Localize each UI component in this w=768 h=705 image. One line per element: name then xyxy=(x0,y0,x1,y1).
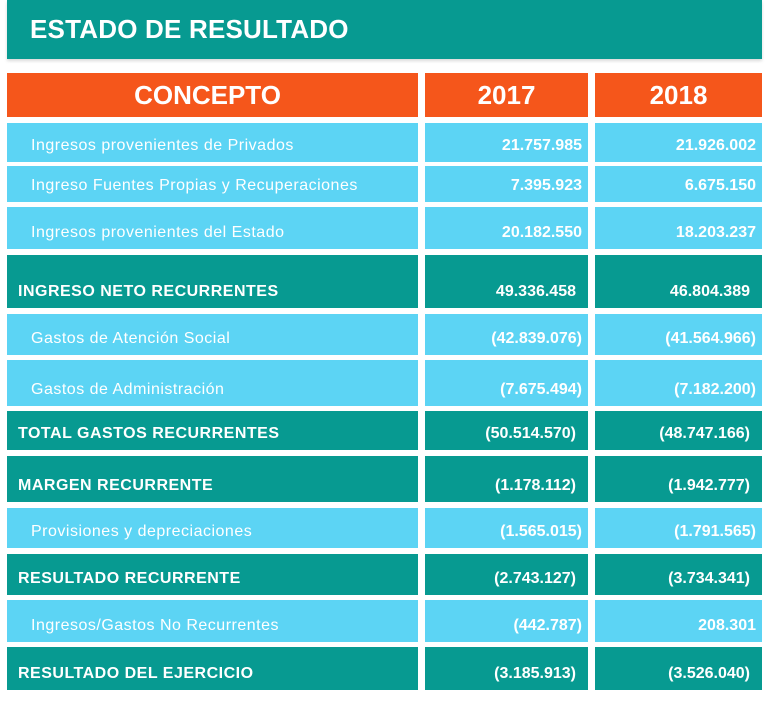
value-2017-cell xyxy=(425,554,588,595)
value-2018-cell xyxy=(595,554,762,595)
value-2018: (41.564.966) xyxy=(665,330,756,347)
table-row xyxy=(0,255,768,308)
title-bar xyxy=(7,0,762,59)
value-2018-cell xyxy=(595,600,762,642)
value-2018-cell xyxy=(595,207,762,249)
value-2017: 20.182.550 xyxy=(501,224,582,241)
value-2017: (7.675.494) xyxy=(500,381,582,398)
value-2018: (3.734.341) xyxy=(668,570,750,587)
value-2017: (42.839.076) xyxy=(491,330,582,347)
row-label-cell xyxy=(7,600,418,642)
value-2018-cell xyxy=(595,456,762,502)
header-year-2017-label: 2017 xyxy=(477,80,536,110)
row-label: INGRESO NETO RECURRENTES xyxy=(18,283,279,300)
value-2018: (3.526.040) xyxy=(668,665,750,682)
value-2018-cell xyxy=(595,255,762,308)
table-row xyxy=(0,314,768,355)
row-label: Gastos de Administración xyxy=(31,381,225,398)
value-2017-cell xyxy=(425,255,588,308)
table-row xyxy=(0,360,768,406)
value-2017-cell xyxy=(425,411,588,450)
row-label-cell xyxy=(7,456,418,502)
table-row xyxy=(0,411,768,450)
table-row xyxy=(0,166,768,202)
value-2018-cell xyxy=(595,508,762,548)
value-2017-cell xyxy=(425,647,588,690)
value-2018: (1.942.777) xyxy=(668,477,750,494)
row-label-cell xyxy=(7,207,418,249)
value-2017: 7.395.923 xyxy=(510,177,582,194)
value-2017: (2.743.127) xyxy=(494,570,576,587)
table-row xyxy=(0,600,768,642)
value-2017: 49.336.458 xyxy=(495,283,576,300)
value-2018: (48.747.166) xyxy=(659,425,750,442)
value-2018-cell xyxy=(595,411,762,450)
row-label: Ingreso Fuentes Propias y Recuperaciones xyxy=(31,177,358,194)
header-concept-label: CONCEPTO xyxy=(134,80,281,110)
value-2017: (442.787) xyxy=(513,617,582,634)
header-year-2018-label: 2018 xyxy=(649,80,708,110)
table-row xyxy=(0,647,768,690)
value-2017-cell xyxy=(425,508,588,548)
value-2017-cell xyxy=(425,600,588,642)
value-2018-cell xyxy=(595,314,762,355)
header-year-2018 xyxy=(595,73,762,117)
value-2017: (1.565.015) xyxy=(500,523,582,540)
value-2017-cell xyxy=(425,360,588,406)
row-label-cell xyxy=(7,123,418,162)
row-label: TOTAL GASTOS RECURRENTES xyxy=(18,425,280,442)
table-row xyxy=(0,207,768,249)
value-2017: 21.757.985 xyxy=(501,137,582,154)
table-row xyxy=(0,456,768,502)
value-2018: 21.926.002 xyxy=(675,137,756,154)
row-label-cell xyxy=(7,554,418,595)
row-label: Gastos de Atención Social xyxy=(31,330,231,347)
row-label-cell xyxy=(7,360,418,406)
value-2018-cell xyxy=(595,360,762,406)
value-2018: (1.791.565) xyxy=(674,523,756,540)
value-2018: 46.804.389 xyxy=(669,283,750,300)
value-2017-cell xyxy=(425,456,588,502)
row-label-cell xyxy=(7,508,418,548)
header-year-2017 xyxy=(425,73,588,117)
row-label-cell xyxy=(7,255,418,308)
row-label: Ingresos/Gastos No Recurrentes xyxy=(31,617,279,634)
value-2017-cell xyxy=(425,166,588,202)
value-2017: (3.185.913) xyxy=(494,665,576,682)
value-2018-cell xyxy=(595,166,762,202)
table-row xyxy=(0,554,768,595)
row-label: Ingresos provenientes del Estado xyxy=(31,224,285,241)
row-label: MARGEN RECURRENTE xyxy=(18,477,214,494)
value-2018: (7.182.200) xyxy=(674,381,756,398)
row-label-cell xyxy=(7,411,418,450)
value-2018-cell xyxy=(595,123,762,162)
value-2017-cell xyxy=(425,123,588,162)
row-label: RESULTADO DEL EJERCICIO xyxy=(18,665,254,682)
row-label-cell xyxy=(7,166,418,202)
value-2017: (1.178.112) xyxy=(495,477,576,494)
row-label-cell xyxy=(7,647,418,690)
value-2018: 208.301 xyxy=(698,617,756,634)
page-title: ESTADO DE RESULTADO xyxy=(30,14,349,44)
row-label: RESULTADO RECURRENTE xyxy=(18,570,241,587)
header-concept xyxy=(7,73,418,117)
value-2018-cell xyxy=(595,647,762,690)
table-row xyxy=(0,123,768,162)
value-2018: 6.675.150 xyxy=(684,177,756,194)
table-row xyxy=(0,508,768,548)
value-2017-cell xyxy=(425,207,588,249)
row-label-cell xyxy=(7,314,418,355)
row-label: Ingresos provenientes de Privados xyxy=(31,137,294,154)
value-2017-cell xyxy=(425,314,588,355)
value-2018: 18.203.237 xyxy=(675,224,756,241)
value-2017: (50.514.570) xyxy=(485,425,576,442)
row-label: Provisiones y depreciaciones xyxy=(31,523,253,540)
